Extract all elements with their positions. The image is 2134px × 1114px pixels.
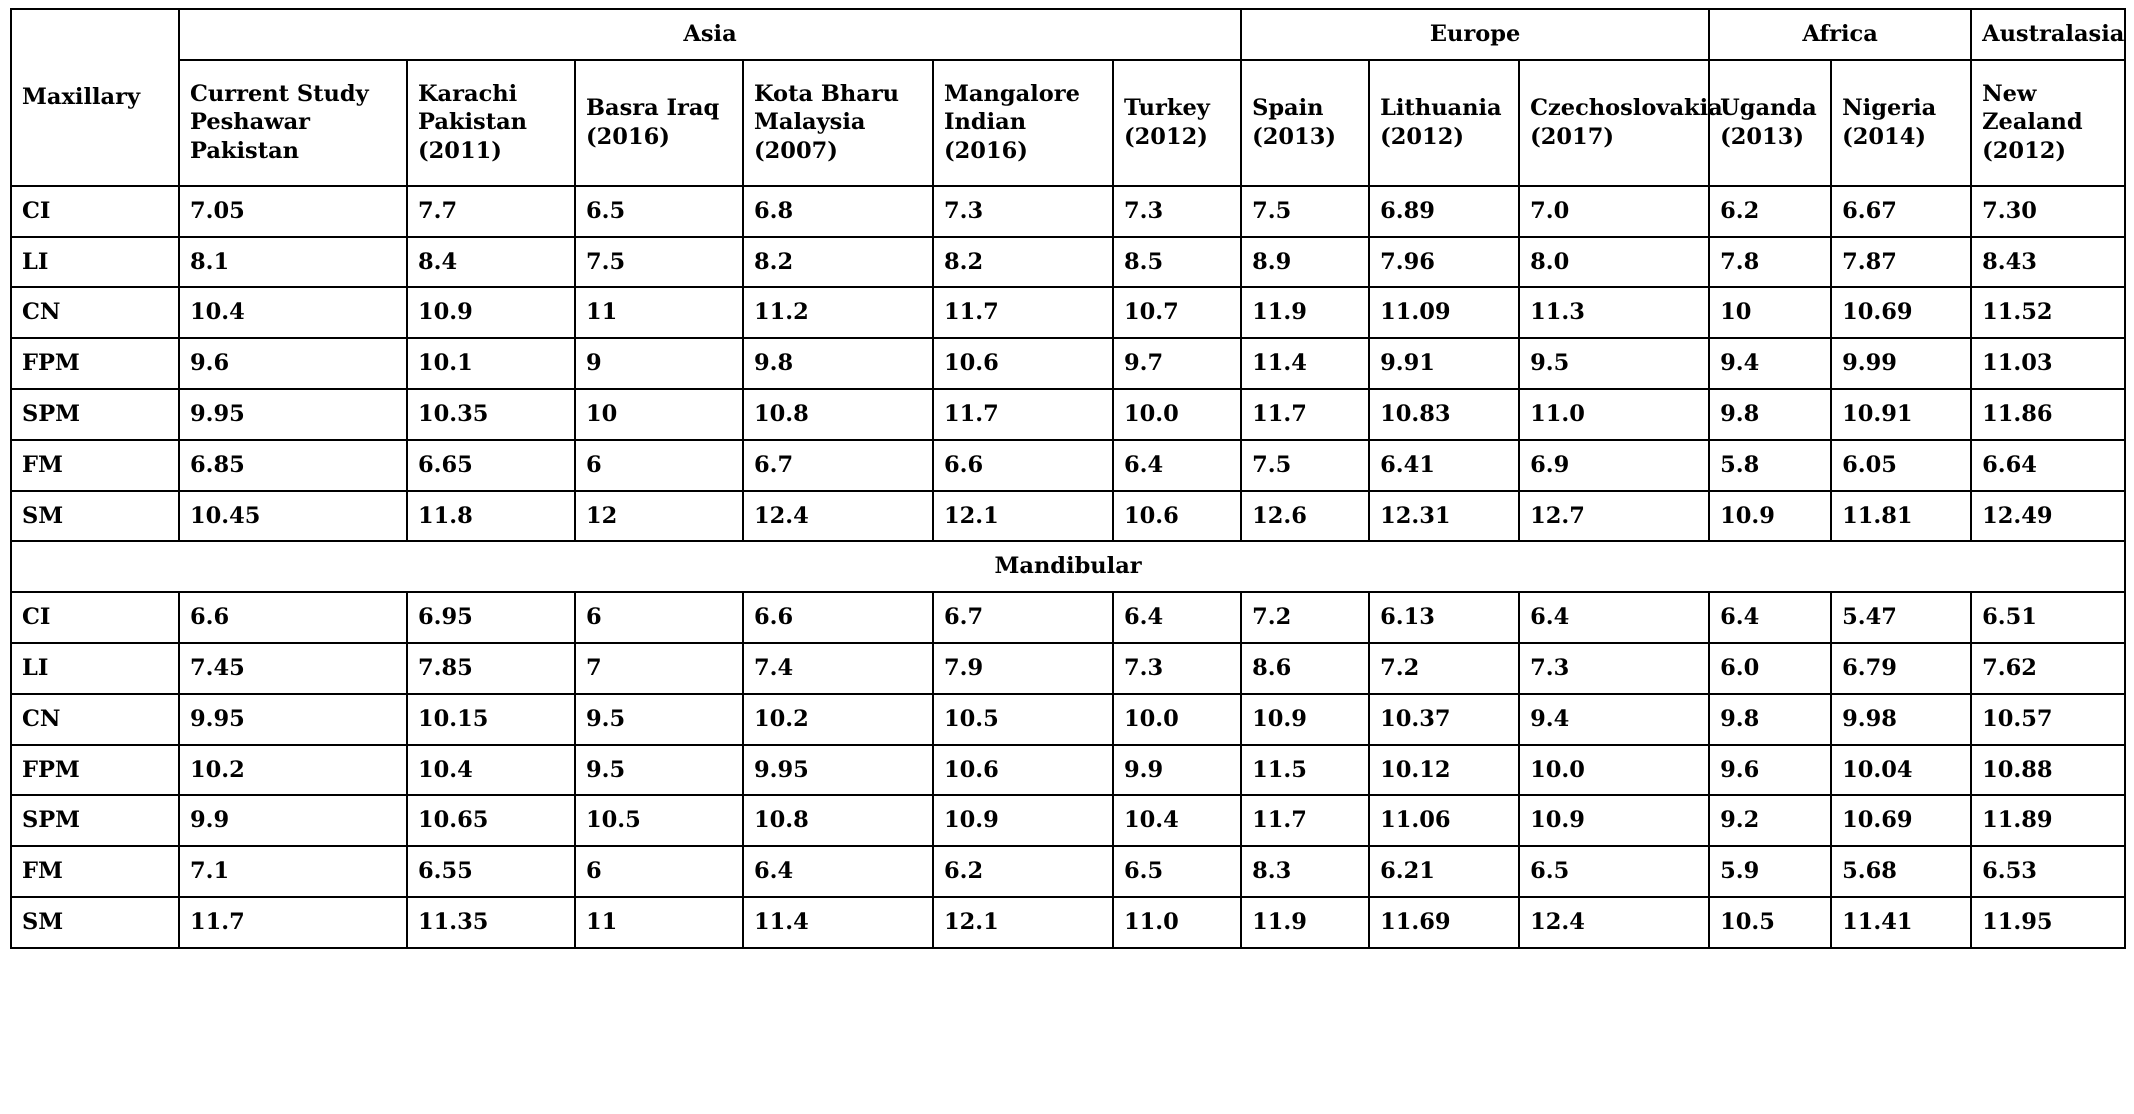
row-label: CN [11,287,179,338]
table-cell: 7.2 [1241,592,1369,643]
table-cell: 10.04 [1831,745,1971,796]
table-cell: 7.5 [1241,186,1369,237]
table-cell: 9.91 [1369,338,1519,389]
table-cell: 11.7 [1241,389,1369,440]
column-header-spain: Spain (2013) [1241,60,1369,186]
table-row [11,694,2125,745]
table-row [11,287,2125,338]
table-cell: 6.7 [743,440,933,491]
section-header-mandibular: Mandibular [11,541,2125,592]
table-cell: 11.9 [1241,897,1369,948]
table-cell: 6.13 [1369,592,1519,643]
table-cell: 7.87 [1831,237,1971,288]
table-cell: 6.4 [1709,592,1831,643]
table-cell: 11.89 [1971,795,2125,846]
table-cell: 6.41 [1369,440,1519,491]
table-cell: 9.8 [1709,389,1831,440]
table-cell: 7.0 [1519,186,1709,237]
table-cell: 10.37 [1369,694,1519,745]
table-cell: 11.69 [1369,897,1519,948]
table-cell: 6.79 [1831,643,1971,694]
table-cell: 8.5 [1113,237,1241,288]
table-cell: 12.31 [1369,491,1519,542]
table-cell: 10.5 [933,694,1113,745]
table-cell: 9.95 [179,389,407,440]
table-cell: 10.4 [407,745,575,796]
table-cell: 11.86 [1971,389,2125,440]
table-cell: 7.45 [179,643,407,694]
table-cell: 7.3 [933,186,1113,237]
column-header-turkey: Turkey (2012) [1113,60,1241,186]
table-cell: 6 [575,592,743,643]
table-cell: 8.2 [933,237,1113,288]
column-header-mangalore: Mangalore Indian (2016) [933,60,1113,186]
table-cell: 11.06 [1369,795,1519,846]
table-cell: 10 [1709,287,1831,338]
table-row [11,186,2125,237]
row-label: FPM [11,338,179,389]
table-row [11,440,2125,491]
table-cell: 10.88 [1971,745,2125,796]
table-cell: 8.4 [407,237,575,288]
table-cell: 11.5 [1241,745,1369,796]
table-row [11,643,2125,694]
table-cell: 6.9 [1519,440,1709,491]
table-cell: 12 [575,491,743,542]
table-cell: 10.35 [407,389,575,440]
table-row [11,491,2125,542]
table-cell: 6.8 [743,186,933,237]
table-cell: 10.1 [407,338,575,389]
table-cell: 12.7 [1519,491,1709,542]
table-cell: 9.9 [1113,745,1241,796]
table-cell: 6.0 [1709,643,1831,694]
table-cell: 6.05 [1831,440,1971,491]
table-cell: 7.3 [1113,186,1241,237]
table-body [11,186,2125,948]
table-cell: 6.64 [1971,440,2125,491]
table-cell: 11.4 [1241,338,1369,389]
table-row [11,389,2125,440]
table-cell: 7 [575,643,743,694]
column-header-basra: Basra Iraq (2016) [575,60,743,186]
table-cell: 6.85 [179,440,407,491]
table-cell: 7.3 [1519,643,1709,694]
group-header-europe: Europe [1241,9,1709,60]
table-cell: 10.6 [933,338,1113,389]
table-row [11,846,2125,897]
table-cell: 10 [575,389,743,440]
table-cell: 8.6 [1241,643,1369,694]
table-cell: 10.69 [1831,795,1971,846]
table-cell: 11.52 [1971,287,2125,338]
table-cell: 9.99 [1831,338,1971,389]
table-header [11,9,2125,186]
table-cell: 6.51 [1971,592,2125,643]
table-cell: 10.9 [933,795,1113,846]
table-cell: 10.9 [1709,491,1831,542]
table-cell: 6.53 [1971,846,2125,897]
table-cell: 7.1 [179,846,407,897]
row-label: SPM [11,389,179,440]
table-cell: 10.9 [1241,694,1369,745]
table-cell: 11.8 [407,491,575,542]
table-cell: 11.7 [933,389,1113,440]
table-cell: 11.41 [1831,897,1971,948]
table-cell: 10.8 [743,795,933,846]
table-cell: 6.6 [179,592,407,643]
table-cell: 7.3 [1113,643,1241,694]
table-cell: 9.7 [1113,338,1241,389]
table-cell: 7.05 [179,186,407,237]
table-cell: 9.8 [743,338,933,389]
table-cell: 12.1 [933,491,1113,542]
group-header-asia: Asia [179,9,1241,60]
row-label: LI [11,643,179,694]
table-cell: 10.0 [1519,745,1709,796]
table-cell: 10.5 [1709,897,1831,948]
corner-header-maxillary: Maxillary [11,9,179,186]
table-cell: 10.0 [1113,389,1241,440]
table-cell: 7.5 [1241,440,1369,491]
table-cell: 7.8 [1709,237,1831,288]
table-cell: 10.15 [407,694,575,745]
table-row [11,795,2125,846]
table-cell: 8.2 [743,237,933,288]
table-row [11,237,2125,288]
table-cell: 11.4 [743,897,933,948]
table-cell: 5.8 [1709,440,1831,491]
table-cell: 10.69 [1831,287,1971,338]
table-cell: 6.2 [1709,186,1831,237]
table-cell: 12.49 [1971,491,2125,542]
table-cell: 9.6 [1709,745,1831,796]
column-header-new-zealand: New Zealand (2012) [1971,60,2125,186]
row-label: FM [11,440,179,491]
table-cell: 5.9 [1709,846,1831,897]
column-header-row [11,60,2125,186]
table-cell: 8.1 [179,237,407,288]
row-label: FM [11,846,179,897]
table-cell: 10.6 [933,745,1113,796]
table-cell: 6.6 [933,440,1113,491]
column-header-kota-bharu: Kota Bharu Malaysia (2007) [743,60,933,186]
table-cell: 11.7 [179,897,407,948]
table-cell: 9.4 [1519,694,1709,745]
column-header-current-study: Current Study Peshawar Pakistan [179,60,407,186]
table-cell: 12.1 [933,897,1113,948]
table-cell: 9.4 [1709,338,1831,389]
table-cell: 6.5 [575,186,743,237]
row-label: SPM [11,795,179,846]
table-cell: 10.0 [1113,694,1241,745]
table-cell: 11.0 [1519,389,1709,440]
column-header-nigeria: Nigeria (2014) [1831,60,1971,186]
table-cell: 10.4 [179,287,407,338]
table-cell: 9.9 [179,795,407,846]
column-header-uganda: Uganda (2013) [1709,60,1831,186]
table-cell: 10.65 [407,795,575,846]
table-cell: 11 [575,287,743,338]
table-cell: 6 [575,846,743,897]
table-row [11,338,2125,389]
table-cell: 9.98 [1831,694,1971,745]
table-cell: 10.2 [743,694,933,745]
table-cell: 9.95 [743,745,933,796]
table-cell: 6.55 [407,846,575,897]
table-cell: 12.6 [1241,491,1369,542]
table-cell: 12.4 [1519,897,1709,948]
table-cell: 6.5 [1519,846,1709,897]
table-cell: 11.81 [1831,491,1971,542]
table-cell: 8.9 [1241,237,1369,288]
table-cell: 11.09 [1369,287,1519,338]
table-cell: 10.8 [743,389,933,440]
row-label: SM [11,897,179,948]
table-cell: 6.4 [1519,592,1709,643]
section-header-row [11,541,2125,592]
column-header-czechoslovakia: Czechoslovakia (2017) [1519,60,1709,186]
table-cell: 9.95 [179,694,407,745]
table-cell: 7.96 [1369,237,1519,288]
table-cell: 6.4 [1113,440,1241,491]
region-group-row [11,9,2125,60]
table-cell: 9.5 [575,694,743,745]
table-cell: 12.4 [743,491,933,542]
table-cell: 7.9 [933,643,1113,694]
column-header-karachi: Karachi Pakistan (2011) [407,60,575,186]
table-cell: 8.0 [1519,237,1709,288]
table-cell: 6.6 [743,592,933,643]
table-cell: 11 [575,897,743,948]
table-cell: 9.8 [1709,694,1831,745]
table-cell: 6.4 [743,846,933,897]
table-cell: 11.03 [1971,338,2125,389]
row-label: CI [11,186,179,237]
table-cell: 10.45 [179,491,407,542]
table-cell: 10.7 [1113,287,1241,338]
table-row [11,745,2125,796]
table-cell: 10.4 [1113,795,1241,846]
table-cell: 10.91 [1831,389,1971,440]
table-cell: 6.21 [1369,846,1519,897]
table-cell: 6.89 [1369,186,1519,237]
table-cell: 6.2 [933,846,1113,897]
table-cell: 9.2 [1709,795,1831,846]
table-cell: 10.57 [1971,694,2125,745]
table-cell: 7.85 [407,643,575,694]
row-label: LI [11,237,179,288]
table-cell: 7.4 [743,643,933,694]
table-cell: 10.6 [1113,491,1241,542]
table-cell: 7.30 [1971,186,2125,237]
table-cell: 6.7 [933,592,1113,643]
table-cell: 9.6 [179,338,407,389]
table-cell: 6 [575,440,743,491]
table-cell: 7.7 [407,186,575,237]
table-cell: 9.5 [575,745,743,796]
table-cell: 8.43 [1971,237,2125,288]
table-cell: 6.67 [1831,186,1971,237]
row-label: FPM [11,745,179,796]
table-cell: 11.3 [1519,287,1709,338]
table-cell: 11.7 [1241,795,1369,846]
group-header-africa: Africa [1709,9,1971,60]
table-cell: 6.4 [1113,592,1241,643]
table-cell: 5.47 [1831,592,1971,643]
table-cell: 5.68 [1831,846,1971,897]
comparison-table [10,8,2126,949]
table-row [11,897,2125,948]
table-cell: 6.5 [1113,846,1241,897]
table-row [11,592,2125,643]
table-cell: 10.5 [575,795,743,846]
row-label: SM [11,491,179,542]
group-header-australasia: Australasia [1971,9,2125,60]
table-cell: 9 [575,338,743,389]
table-cell: 10.83 [1369,389,1519,440]
table-cell: 6.65 [407,440,575,491]
table-cell: 11.9 [1241,287,1369,338]
table-cell: 6.95 [407,592,575,643]
table-cell: 11.2 [743,287,933,338]
table-cell: 7.5 [575,237,743,288]
column-header-lithuania: Lithuania (2012) [1369,60,1519,186]
table-cell: 10.2 [179,745,407,796]
table-cell: 11.35 [407,897,575,948]
table-cell: 11.7 [933,287,1113,338]
table-cell: 10.9 [1519,795,1709,846]
table-cell: 7.2 [1369,643,1519,694]
table-cell: 8.3 [1241,846,1369,897]
table-cell: 10.12 [1369,745,1519,796]
table-cell: 11.95 [1971,897,2125,948]
table-cell: 7.62 [1971,643,2125,694]
row-label: CN [11,694,179,745]
table-cell: 11.0 [1113,897,1241,948]
table-cell: 10.9 [407,287,575,338]
table-cell: 9.5 [1519,338,1709,389]
row-label: CI [11,592,179,643]
